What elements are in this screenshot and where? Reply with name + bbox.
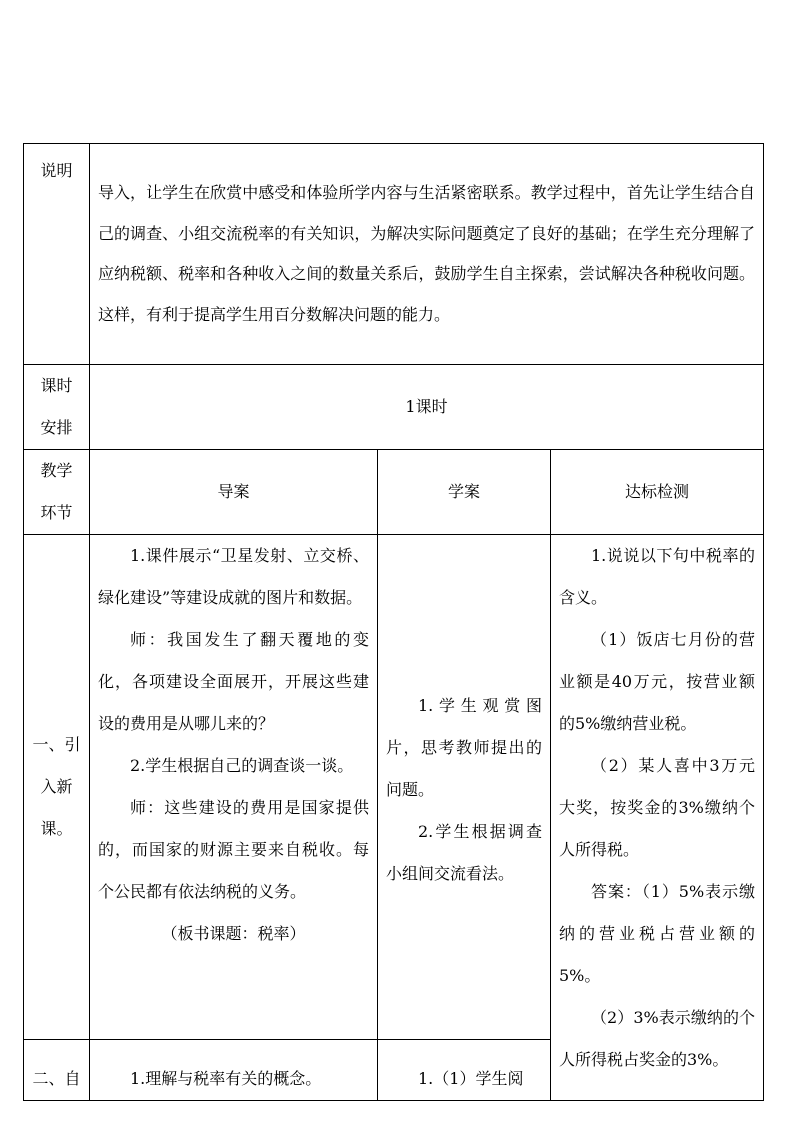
- label-section-intro-line3: 课。: [40, 819, 73, 838]
- label-teaching-stage: [24, 450, 90, 535]
- intro-daoan-p3: 2.学生根据自己的调查谈一谈。: [130, 756, 354, 775]
- intro-dabiao-p3: （2）某人喜中3万元大奖，按奖金的3%缴纳个人所得税。: [559, 756, 756, 859]
- label-explanation: [24, 144, 90, 365]
- intro-dabiao-p1: 1.说说以下句中税率的含义。: [559, 546, 756, 607]
- intro-dabiao-p5: （2）3%表示缴纳的个人所得税占奖金的3%。: [559, 1008, 756, 1069]
- label-section-self-study-line1: 二、自: [32, 1069, 81, 1088]
- intro-daoan-p1: 1.课件展示“卫星发射、立交桥、绿化建设”等建设成就的图片和数据。: [98, 546, 369, 607]
- intro-dabiao-p2: （1）饭店七月份的营业额是40万元，按营业额的5%缴纳营业税。: [559, 630, 756, 733]
- header-daoan: 导案: [90, 450, 378, 535]
- label-class-hours: [24, 365, 90, 450]
- row-section-intro: [24, 535, 764, 1040]
- lesson-plan-table-frame: [23, 143, 763, 1088]
- intro-daoan-p2: 师：我国发生了翻天覆地的变化，各项建设全面展开，开展这些建设的费用是从哪儿来的？: [98, 630, 369, 733]
- self-study-daoan-p1: 1.理解与税率有关的概念。: [130, 1069, 322, 1088]
- row-class-hours: [24, 365, 764, 450]
- self-study-xuean-cell: [378, 1040, 551, 1101]
- intro-daoan-p4: 师：这些建设的费用是国家提供的，而国家的财源主要来自税收。每个公民都有依法纳税的义务。: [98, 798, 369, 901]
- header-dabiao: 达标检测: [551, 450, 764, 535]
- label-explanation-text: 说明: [40, 161, 73, 180]
- intro-daoan-cell: [90, 535, 378, 1040]
- label-class-hours-line2: 安排: [40, 418, 73, 437]
- label-section-self-study: [24, 1040, 90, 1101]
- self-study-daoan-cell: [90, 1040, 378, 1101]
- self-study-xuean-p1: 1.（1）学生阅: [418, 1069, 524, 1088]
- label-section-intro-line1: 一、引: [32, 735, 81, 754]
- explanation-text: 导入，让学生在欣赏中感受和体验所学内容与生活紧密联系。教学过程中，首先让学生结合自己的调查、小组交流税率的有关知识，为解决实际问题奠定了良好的基础；在学生充分理解了应纳税额、税率和各种收入之间的数量关系后，鼓励学生自主探索，尝试解决各种税收问题。这样，有利于提高学生用百分数解决问题的能力。: [90, 144, 764, 365]
- header-xuean: 学案: [378, 450, 551, 535]
- label-teaching-stage-line1: 教学: [40, 461, 73, 480]
- intro-xuean-cell: [378, 535, 551, 1040]
- lesson-plan-table: [23, 143, 764, 1101]
- intro-dabiao-cell: [551, 535, 764, 1101]
- intro-daoan-p5: （板书课题：税率）: [161, 924, 306, 943]
- label-class-hours-line1: 课时: [40, 376, 73, 395]
- intro-xuean-p1: 1.学生观赏图片，思考教师提出的问题。: [386, 696, 542, 799]
- label-teaching-stage-line2: 环节: [40, 503, 73, 522]
- row-explanation: [24, 144, 764, 365]
- row-column-header: [24, 450, 764, 535]
- class-hours-value: 1课时: [90, 365, 764, 450]
- label-section-intro: [24, 535, 90, 1040]
- label-section-intro-line2: 入新: [40, 777, 73, 796]
- intro-dabiao-p4: 答案：（1）5%表示缴纳的营业税占营业额的5%。: [559, 882, 756, 985]
- intro-xuean-p2: 2.学生根据调查小组间交流看法。: [386, 822, 542, 883]
